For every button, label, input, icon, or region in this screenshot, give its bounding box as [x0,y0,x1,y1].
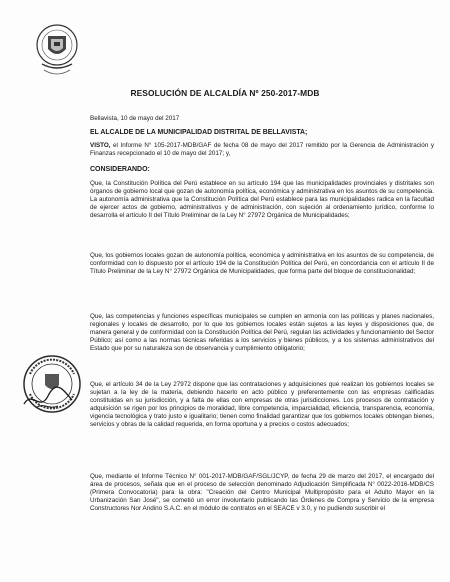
resolution-title: RESOLUCIÓN DE ALCALDÍA Nº 250-2017-MDB [130,88,320,98]
visto-paragraph [90,142,434,158]
paragraph-5: Que, mediante el Informe Técnico N° 001-2017-MDB/GAF/SGL/JCYP, de fecha 29 de marzo del 2017, el encargado del área de procesos, señala que en el proceso de selección denominado Adjudicación Simplificada N° 0022-2016-MDB/CS (Primera Convocatoria) para la obra: "Creación del Centro Municipal Multipropósito para el Adulto Mayor en la Urbanización San José", se cometió un error involuntario publicando las Órdenes de Compra y Servicio de la empresa Constructores Nor Andino S.A.C. en el módulo de contratos en el SEACE v 3.0, y no pudiendo suscribir el [90,473,434,513]
visto-label: VISTO, [90,142,111,149]
paragraph-2: Que, los gobiernos locales gozan de autonomía política, económica y administrativa en los asuntos de su competencia, de conformidad con lo dispuesto por el artículo 194 de la Constitución Política del Perú, en concordancia con el artículo II de Título Preliminar de la Ley N° 27972 Orgánica de Municipalidades, que forma parte del bloque de constitucionalidad; [90,252,434,276]
visto-text: el Informe N° 105-2017-MDB/GAF de fecha 08 de mayo del 2017 remitido por la Gerencia de Administración y Finanzas recepcionado el 10 de mayo del 2017; y, [90,142,434,158]
paragraph-4: Que, el artículo 34 de la Ley 27972 dispone que las contrataciones y adquisiciones que realizan los gobiernos locales se sujetan a la ley de la materia, debiendo hacerlo en acto público y preferentemente con las empresas calificadas constituidas en su jurisdicción, y a falta de ellas con empresas de otras jurisdicciones. Los procesos de contratación y adquisición se rigen por los principios de moralidad, libre competencia, imparcialidad, eficiencia, transparencia, economía, vigencia tecnológica y trato justo e igualitario; tienen como finalidad garantizar que los gobiernos locales obtengan bienes, servicios y obras de la calidad requerida, en forma oportuna y a precios o costos adecuados; [90,381,434,429]
municipal-crest-icon [34,22,80,84]
signature-mark [18,360,78,416]
paragraph-3: Que, las competencias y funciones específicas municipales se cumplen en armonía con las políticas y planes nacionales, regionales y locales de desarrollo, por lo que los gobiernos locales están sujetos a las leyes y disposiciones que, de manera general y de conformidad con la Constitución Política del Perú, regulan las actividades y funcionamiento del Sector Público; así como a las normas técnicas referidas a los servicios y bienes públicos, y a los sistemas administrativos del Estado que por su naturaleza son de observancia y cumplimiento obligatorio; [90,313,434,353]
issuer-line: EL ALCALDE DE LA MUNICIPALIDAD DISTRITAL DE BELLAVISTA; [90,129,308,136]
date-line: Bellavista, 10 de mayo del 2017 [90,115,180,122]
paragraph-1: Que, la Constitución Política del Perú establece en su artículo 194 que las municipalidades provinciales y distritales son órganos de gobierno local que gozan de autonomía política, económica y administrativa en los asuntos de su competencia. La autonomía administrativa que la Constitución Política del Perú establece para las municipalidades radica en la facultad de ejercer actos de gobierno, administrativos y de administración, con sujeción al ordenamiento jurídico, conforme lo desarrolla el artículo II del Título Preliminar de la Ley N° 27972 Orgánica de Municipalidades; [90,180,434,220]
considerando-heading: CONSIDERANDO: [90,166,150,173]
